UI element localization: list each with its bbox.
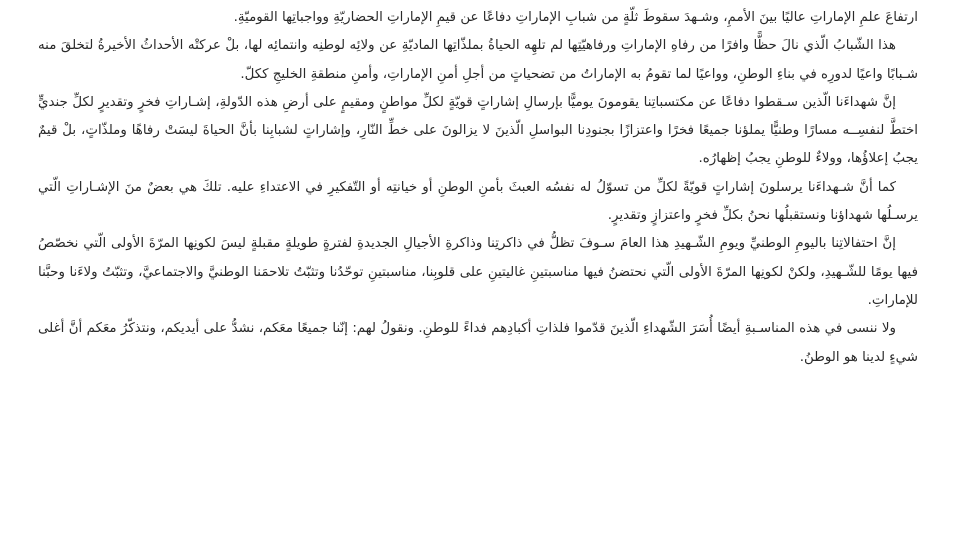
paragraph-3: إنَّ شهداءَنا الّذين سـقطوا دفاعًا عن مكتسباتِنا يقومونَ يوميًّا بإرسالِ إشاراتٍ قويّةٍ لكلِّ مواطنٍ ومقيمٍ على أرضِ هذه الدّولةِ، إشـاراتِ فخرٍ وتقديرٍ لكلِّ جنديٍّ اختطَّ لنفسِــه مسارًا وطنيًّا يملؤنا جميعًا فخرًا واعتزازًا بجنودِنا البواسلِ الّذينَ لا يزالونَ على خطِّ النّارِ، وإشاراتٍ لشبابِنا بأنَّ الحياةَ ليسَتْ رفاهًا وملذّاتٍ، بلْ قيمٌ يجبُ إعلاؤُها، وولاءٌ للوطنِ يجبُ إظهارُه. [38,94,918,167]
paragraph-5: إنَّ احتفالاتِنا باليومِ الوطنيِّ ويومِ الشّـهيدِ هذا العامَ سـوفَ تظلُّ في ذاكرتِنا وذاكرةِ الأجيالِ الجديدةِ لفترةٍ طويلةٍ مقبلةٍ ليسَ لكونِها المرّةَ الأولى الّتي نخصّصُ فيها يومًا للشّـهيدِ، ولكنْ لكونِها المرّةَ الأولى الّتي نحتضنُ فيها مناسبتينِ غاليتينِ على قلوبِنا، مناسبتينِ توحّدُنا وتثبّتُ تلاحمَنا الوطنيَّ والاجتماعيَّ، وتثبّتُ ولاءَنا وحبَّنا للإماراتِ. [38,236,918,308]
paragraph-4: كما أنَّ شـهداءَنا يرسلونَ إشاراتٍ قويّةً لكلِّ من تسوّلُ له نفسُه العبثَ بأمنِ الوطنِ أو خيانتِه أو التّفكيرِ في الاعتداءِ عليه. تلكَ هي بعضٌ منَ الإشـاراتِ الّتي يرسـلُها شهداؤنا ونستقبلُها نحنُ بكلِّ فخرٍ واعتزازٍ وتقديرٍ. [38,179,918,224]
paragraph-6: ولا ننسى في هذه المناسـبةِ أيضًا أُسَرَ الشّهداءِ الّذينَ قدّموا فلذاتِ أكبادِهم فداءً للوطنِ. ونقولُ لهم: إنّنا جميعًا معَكم، نشدُّ على أيديكم، ونتذكّرُ معَكم أنَّ أغلى شيءٍ لدينا هو الوطنُ. [38,321,918,365]
document-page [38,4,918,532]
paragraph-2: هذا الشّبابُ الّذي نالَ حظًّا وافرًا من رفاهِ الإماراتِ ورفاهيّتِها لم تلهِه الحياةُ بملذّاتِها الماديّةِ عن ولائِه لوطنِه وانتمائِه لها، بلْ عركتْه الأحداثُ الأخيرةُ لتخلقَ منه شـبابًا واعيًا لدورِه في بناءِ الوطنِ، وواعيًا لما تقومُ به الإماراتُ من تضحياتٍ من أجلِ أمنِ الإماراتِ، وأمنِ منطقةِ الخليجِ ككلّ. [38,38,918,82]
paragraph-1: ارتفاعَ علمِ الإماراتِ عاليًا بينَ الأممِ، وشـهدَ سقوطَ ثلّةٍ من شبابِ الإماراتِ دفاعًا عن قيمِ الإماراتِ الحضاريّةِ وواجباتِها القوميّةِ. [233,10,918,25]
